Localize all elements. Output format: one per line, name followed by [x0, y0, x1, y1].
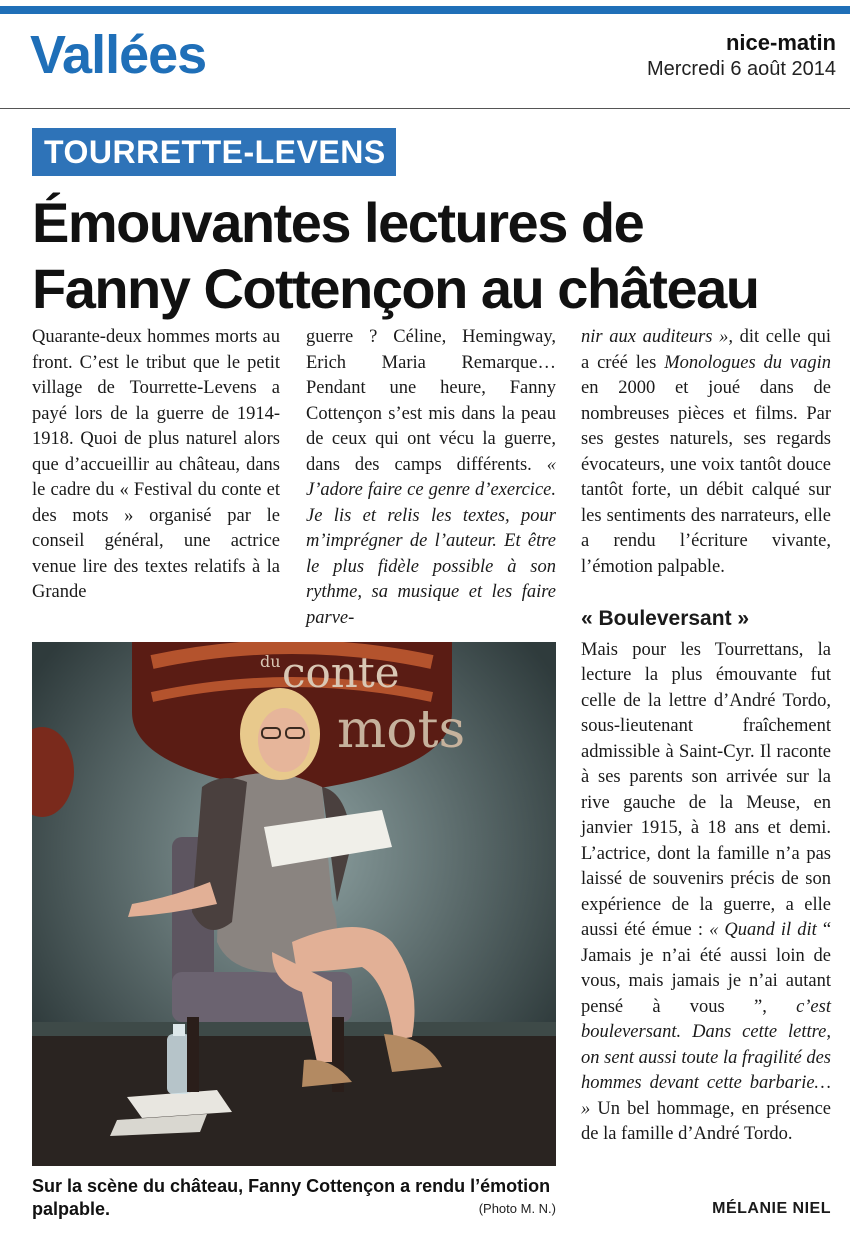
quote-text: c’est bouleversant. Dans cette lettre, on sent aussi toute la fragilité des hommes devant cette barbarie… » — [581, 996, 831, 1119]
work-title: Monologues du vagin — [664, 352, 831, 373]
reader-face — [258, 708, 310, 772]
article-author: MÉLANIE NIEL — [712, 1200, 831, 1217]
paragraph-text: en 2000 et joué dans de nombreuses pièces et films. Par ses gestes naturels, ses regards évocateurs, une voix tantôt douce tantôt forte, un débit calqué sur les sentiments des narrateurs, elle a rendu l’écriture vivante, l’émotion palpable. — [581, 378, 831, 577]
banner-word: conte — [282, 648, 400, 697]
newspaper-masthead — [647, 30, 836, 81]
banner-word-small: du — [260, 652, 281, 671]
article-headline — [32, 190, 832, 322]
letter-citation: “ Jamais je n’ai été aussi loin de vous, mais jamais je n’ai autant pensé à vous ”, — [581, 920, 832, 1017]
section-title: Vallées — [30, 25, 207, 85]
top-color-bar — [0, 6, 850, 14]
paragraph-text: dit celle qui a créé les — [581, 327, 831, 373]
article-column-2 — [306, 325, 556, 631]
paragraph-text: guerre ? Céline, Hemingway, Erich Maria Remarque… Pendant une heure, Fanny Cottençon s’est mis dans la peau de ceux qui ont vécu la guerre, dans des camps différents. — [306, 327, 556, 475]
article-column-3 — [581, 325, 831, 1148]
newspaper-name: nice-matin — [725, 30, 836, 55]
quote-text: « Quand il dit — [709, 920, 817, 940]
quote-text: « J’adore faire ce genre d’exercice. Je lis et relis les textes, pour m’imprégner de l’auteur. Et être le plus fidèle possible à son rythme, sa musique et les faire parve- — [306, 454, 556, 628]
quote-text: nir aux auditeurs », — [581, 327, 733, 347]
stage-reading-illustration — [32, 642, 556, 1166]
paragraph-text: Quarante-deux hommes morts au front. C’est le tribut que le petit village de Tourrette-Levens a payé lors de la guerre de 1914-1918. Quoi de plus naturel alors que d’accueillir au château, dans le cadre du « Festival du conte et des mots » organisé par le conseil général, une actrice venue lire des textes relatifs à la Grande — [32, 327, 280, 602]
stage-floor — [32, 1032, 556, 1166]
location-kicker: TOURRETTE-LEVENS — [32, 128, 396, 176]
photo-caption: Sur la scène du château, Fanny Cottençon a rendu l’émotion palpable. — [32, 1176, 551, 1219]
header-rule — [0, 108, 850, 109]
paragraph-text: Mais pour les Tourrettans, la lecture la plus émouvante fut celle de la lettre d’André Tordo, sous-lieutenant fraîchement admissible à Saint-Cyr. Il raconte à ses parents son arrivée sur la rive gauche de la Meuse, en janvier 1915, à 18 ans et demi. L’actrice, dont la famille n’a pas laissé de souvenirs précis de son expérience de la guerre, a elle aussi été émue : — [581, 639, 831, 940]
article-column-1 — [32, 325, 280, 606]
article-photo — [32, 642, 556, 1166]
paragraph-text: Un bel hommage, en présence de la famille d’André Tordo. — [581, 1098, 831, 1144]
photo-credit: (Photo M. N.) — [478, 1201, 556, 1216]
headline-line-2: Fanny Cottençon au château — [32, 257, 759, 320]
article-subheading: « Bouleversant » — [581, 607, 750, 630]
issue-date: Mercredi 6 août 2014 — [646, 58, 836, 80]
headline-line-1: Émouvantes lectures de — [32, 191, 644, 254]
banner-word: mots — [337, 700, 466, 760]
